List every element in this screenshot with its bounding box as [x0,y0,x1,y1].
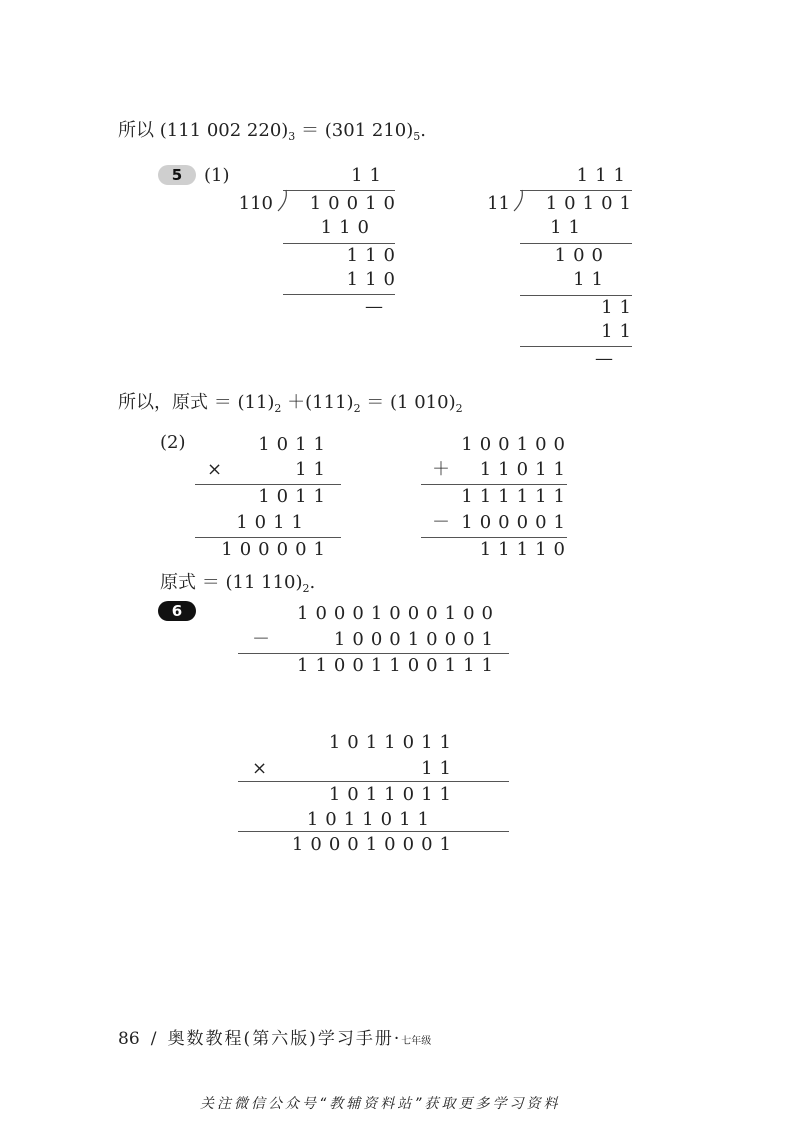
addsub-a: 100100 [461,434,572,455]
intro-base-2: 5 [413,130,421,143]
p6-mult-line-1 [238,781,509,782]
p6-mult-a: 1011011 [328,732,458,753]
p6-sub-a: 10001000100 [297,603,500,624]
part-1-label: (1) [204,165,230,186]
addsub-c: 100001 [461,512,572,533]
mult-line-2 [195,537,341,538]
result-base-3: 2 [455,402,463,415]
mult-operator: × [207,459,223,480]
p6-sub-result: 11001100111 [297,655,500,676]
addsub-minus: － [432,512,450,533]
div-left-step-2: 110 [346,245,402,266]
div-right-remainder: — [595,348,620,369]
div-left-dividend: 10010 [309,193,402,214]
addsub-line-1 [421,484,567,485]
p6-sub-b: 100010001 [333,629,500,650]
div-right-bar [520,190,632,191]
mult-partial-2: 1011 [236,512,310,533]
p6-mult-sum: 100010001 [291,834,458,855]
div-right-step-4: 11 [601,297,638,318]
mult-partial-1: 1011 [258,486,332,507]
result-2-prefix: 原式 [160,572,196,593]
result-2-base: 2 [302,582,310,595]
div-right-step-1: 11 [550,217,587,238]
grade-label: 七年级 [401,1036,432,1047]
intro-equals: ＝ [301,120,320,141]
addsub-result: 11110 [479,539,572,560]
problem-5-badge: 5 [158,165,196,185]
result-2-term: (11 110) [225,572,303,593]
result-2-period: . [309,572,316,593]
div-left-step-3: 110 [346,269,402,290]
part-2-label: (2) [160,432,186,453]
p6-mult-partial-1: 1011011 [328,784,458,805]
div-right-step-5: 11 [601,321,638,342]
div-right-divisor: 11 [487,193,510,214]
book-title: 奥数教程(第六版)学习手册· [167,1029,402,1049]
intro-prefix: 所以 [118,120,154,141]
mult-a: 1011 [258,434,332,455]
div-right-line-2 [520,295,632,296]
result-term-2: (111) [305,392,354,413]
p6-sub-line [238,653,509,654]
result-line [118,394,463,414]
div-left-line-2 [283,294,395,295]
result-equals-2: ＝ [366,392,385,413]
div-left-step-1: 110 [320,217,376,238]
addsub-b: 11011 [479,459,572,480]
div-right-dividend: 10101 [545,193,638,214]
p6-mult-line-2 [238,831,509,832]
result-base-1: 2 [274,402,282,415]
page-footer [118,1024,431,1049]
div-left-divisor: 110 [238,193,273,214]
problem-6-badge: 6 [158,601,196,621]
p6-mult-operator: × [252,758,268,779]
footer-slash: / [150,1029,157,1049]
div-right-bracket [512,189,526,213]
promo-notice: 关注微信公众号“教辅资料站”获取更多学习资料 [200,1096,561,1112]
addsub-sum: 111111 [461,486,572,507]
addsub-line-2 [421,537,567,538]
div-right-line-1 [520,243,632,244]
addsub-plus: ＋ [432,459,450,480]
result-prefix: 所以，原式 [118,392,208,413]
result-2-line [160,574,315,594]
div-left-line-1 [283,243,395,244]
page-number: 86 [118,1029,140,1049]
div-right-step-2: 100 [554,245,610,266]
result-plus: ＋ [287,392,306,413]
result-base-2: 2 [353,402,361,415]
intro-period: . [420,120,426,141]
mult-sum: 100001 [221,539,332,560]
intro-number-1: (111 002 220) [159,120,289,141]
div-right-step-3: 11 [573,269,610,290]
result-term-1: (11) [237,392,275,413]
p6-mult-partial-2: 1011011 [306,809,436,830]
result-term-3: (1 010) [390,392,456,413]
result-2-equals: ＝ [201,572,220,593]
p6-sub-operator: － [252,629,270,650]
div-right-line-3 [520,346,632,347]
mult-b: 11 [295,459,332,480]
div-left-bar [283,190,395,191]
intro-base-1: 3 [288,130,296,143]
div-right-quotient: 111 [576,165,632,186]
mult-line-1 [195,484,341,485]
div-left-quotient: 11 [351,165,388,186]
intro-number-2: (301 210) [324,120,414,141]
div-left-bracket [276,189,290,213]
result-equals-1: ＝ [213,392,232,413]
p6-mult-b: 11 [421,758,458,779]
div-left-remainder: — [365,296,390,317]
intro-line [118,122,426,142]
